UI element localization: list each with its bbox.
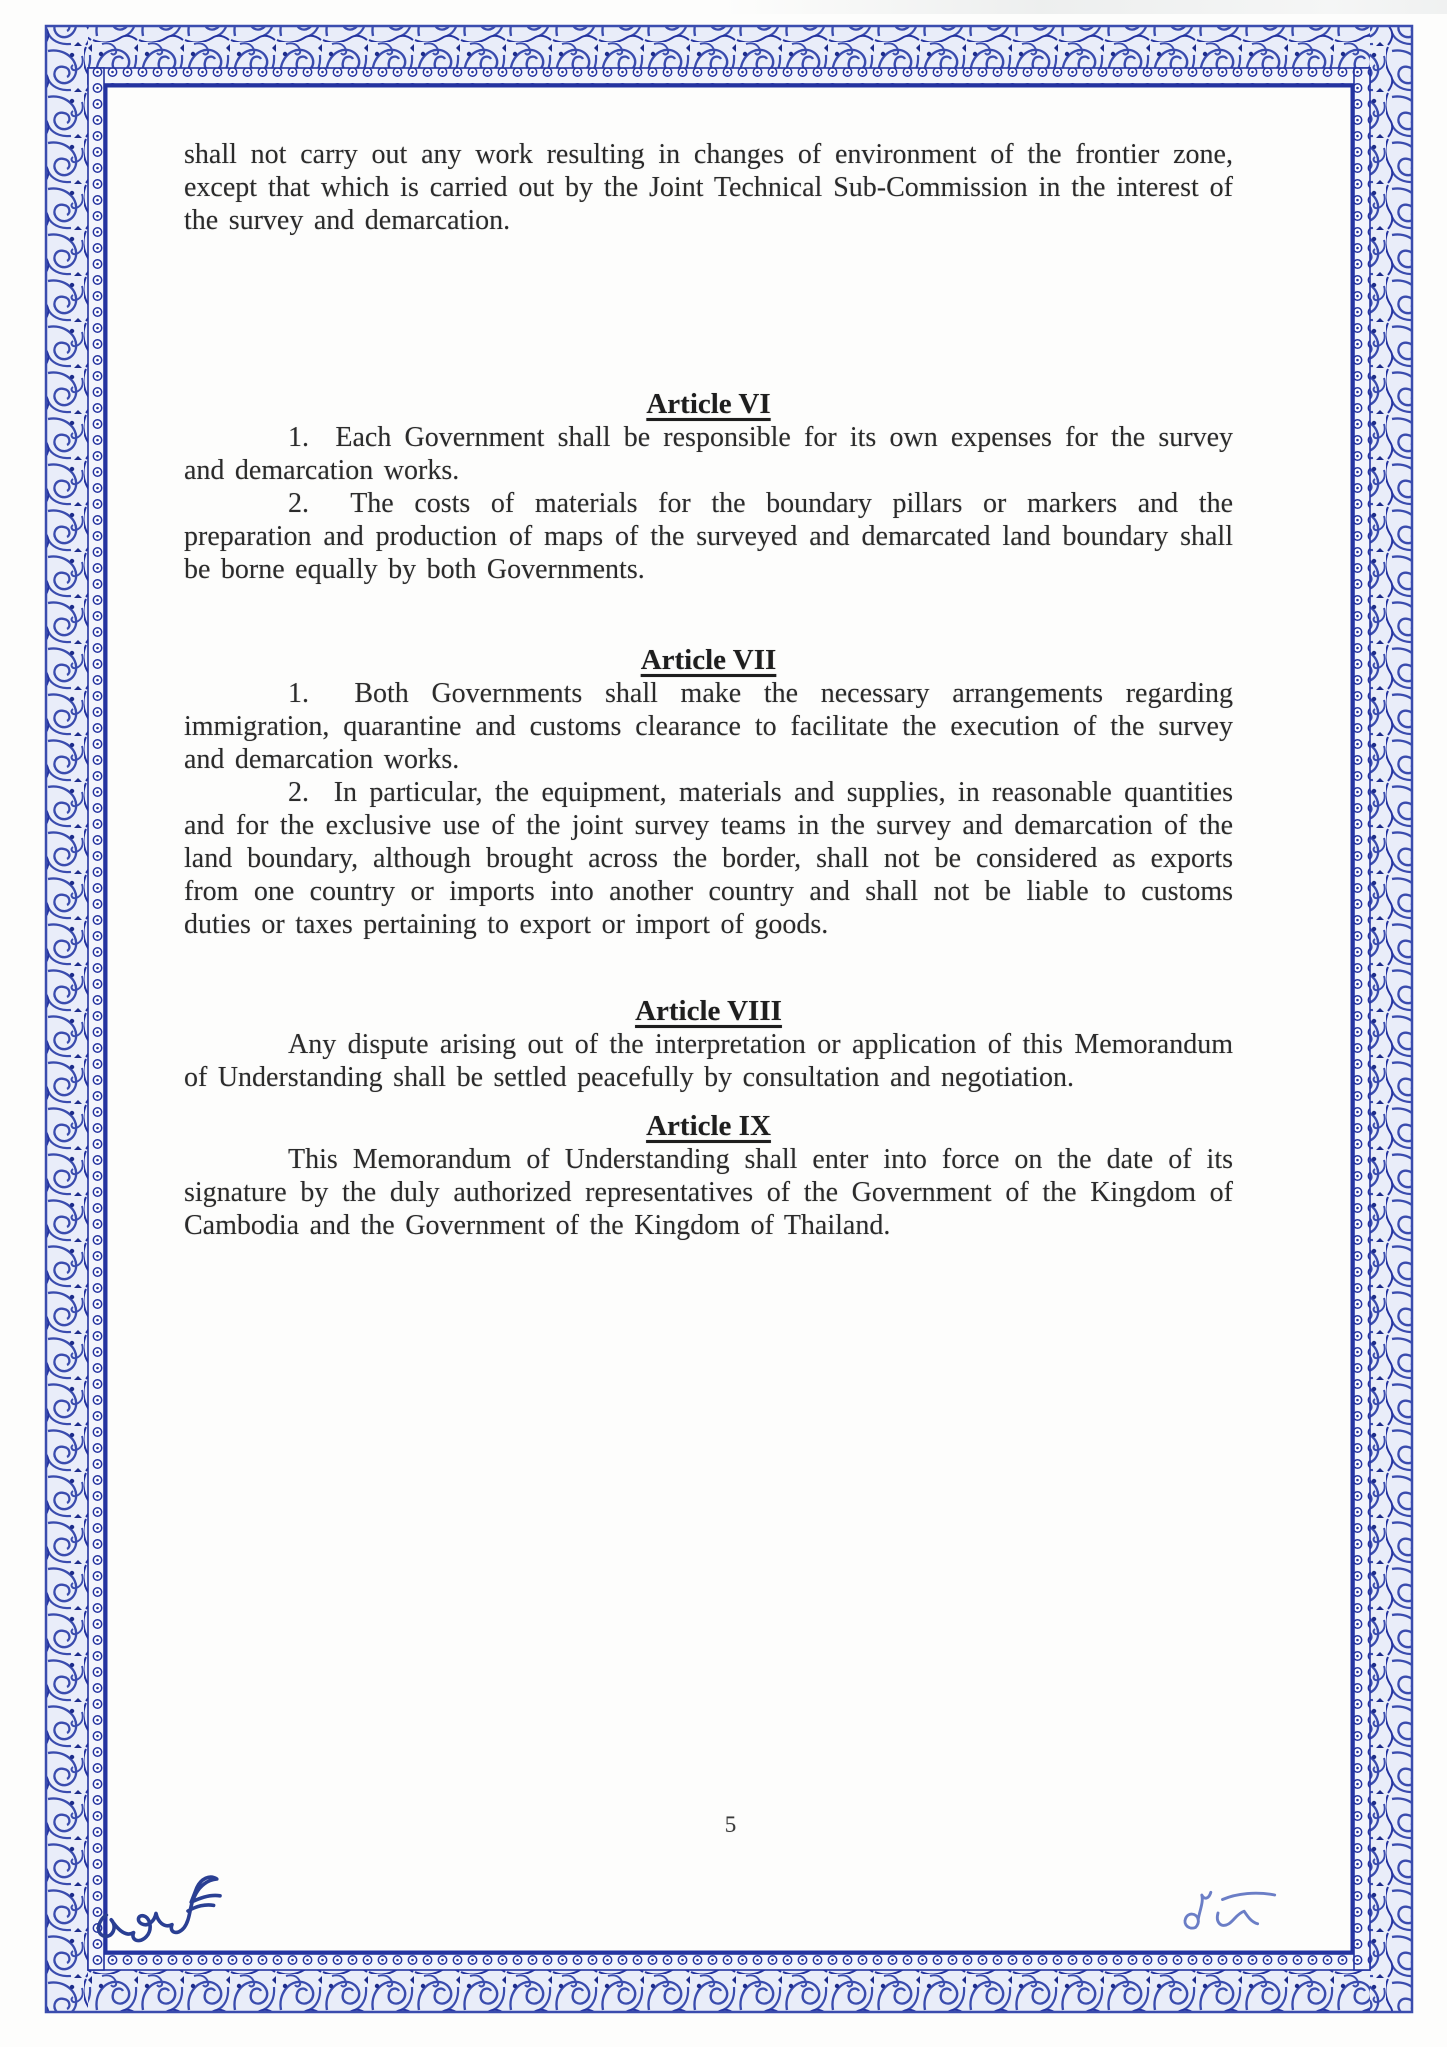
border-band-top — [46, 26, 1412, 68]
bead-band-top — [88, 68, 1370, 84]
article-vii-title: Article VII — [640, 644, 777, 676]
article-ix-paragraph-1: This Memorandum of Understanding shall enter into force on the date of its signature by the duly authorized representatives of the Government of the Kingdom of Cambodia and the Government of the Kingdom of Thailand. — [184, 1144, 1233, 1241]
article-ix-heading — [184, 1109, 1233, 1143]
page-number: 5 — [724, 1812, 737, 1837]
bead-band-right — [1354, 68, 1370, 1970]
article-vii-paragraph-1: 1. Both Governments shall make the necessary arrangements regarding immigration, quarantine and customs clearance to facilitate the execution of the survey and demarcation works. — [184, 678, 1233, 775]
article-vi-title: Article VI — [646, 388, 771, 420]
signature-right-icon — [1163, 1886, 1291, 1958]
article-vii-paragraph-2: 2. In particular, the equipment, materials and supplies, in reasonable quantities and for the exclusive use of the joint survey teams in the survey and demarcation of the land boundary, although brought across the border, shall not be considered as exports from one country or imports into another country and shall not be liable to customs duties or taxes pertaining to export or import of goods. — [184, 777, 1233, 940]
continuation-paragraph: shall not carry out any work resulting in changes of environment of the frontier zone, except that which is carried out by the Joint Technical Sub-Commission in the interest of the survey and demarcation. — [184, 139, 1233, 236]
article-viii-heading — [184, 994, 1233, 1028]
article-ix-title: Article IX — [646, 1110, 771, 1142]
page-content — [184, 138, 1233, 1242]
article-viii-paragraph-1: Any dispute arising out of the interpretation or application of this Memorandum of Understanding shall be settled peacefully by consultation and negotiation. — [184, 1029, 1233, 1093]
signature-left-icon — [92, 1866, 232, 1956]
border-band-left — [46, 26, 88, 2012]
article-vi-paragraph-2: 2. The costs of materials for the boundary pillars or markers and the preparation and production of maps of the surveyed and demarcated land boundary shall be borne equally by both Governments. — [184, 488, 1233, 585]
border-band-bottom — [46, 1970, 1412, 2012]
article-vii-heading — [184, 643, 1233, 677]
article-vi-heading — [184, 387, 1233, 421]
border-band-right — [1370, 26, 1412, 2012]
bead-band-left — [88, 68, 104, 1970]
article-viii-title: Article VIII — [635, 995, 782, 1027]
article-vi-paragraph-1: 1. Each Government shall be responsible for its own expenses for the survey and demarcation works. — [184, 422, 1233, 486]
